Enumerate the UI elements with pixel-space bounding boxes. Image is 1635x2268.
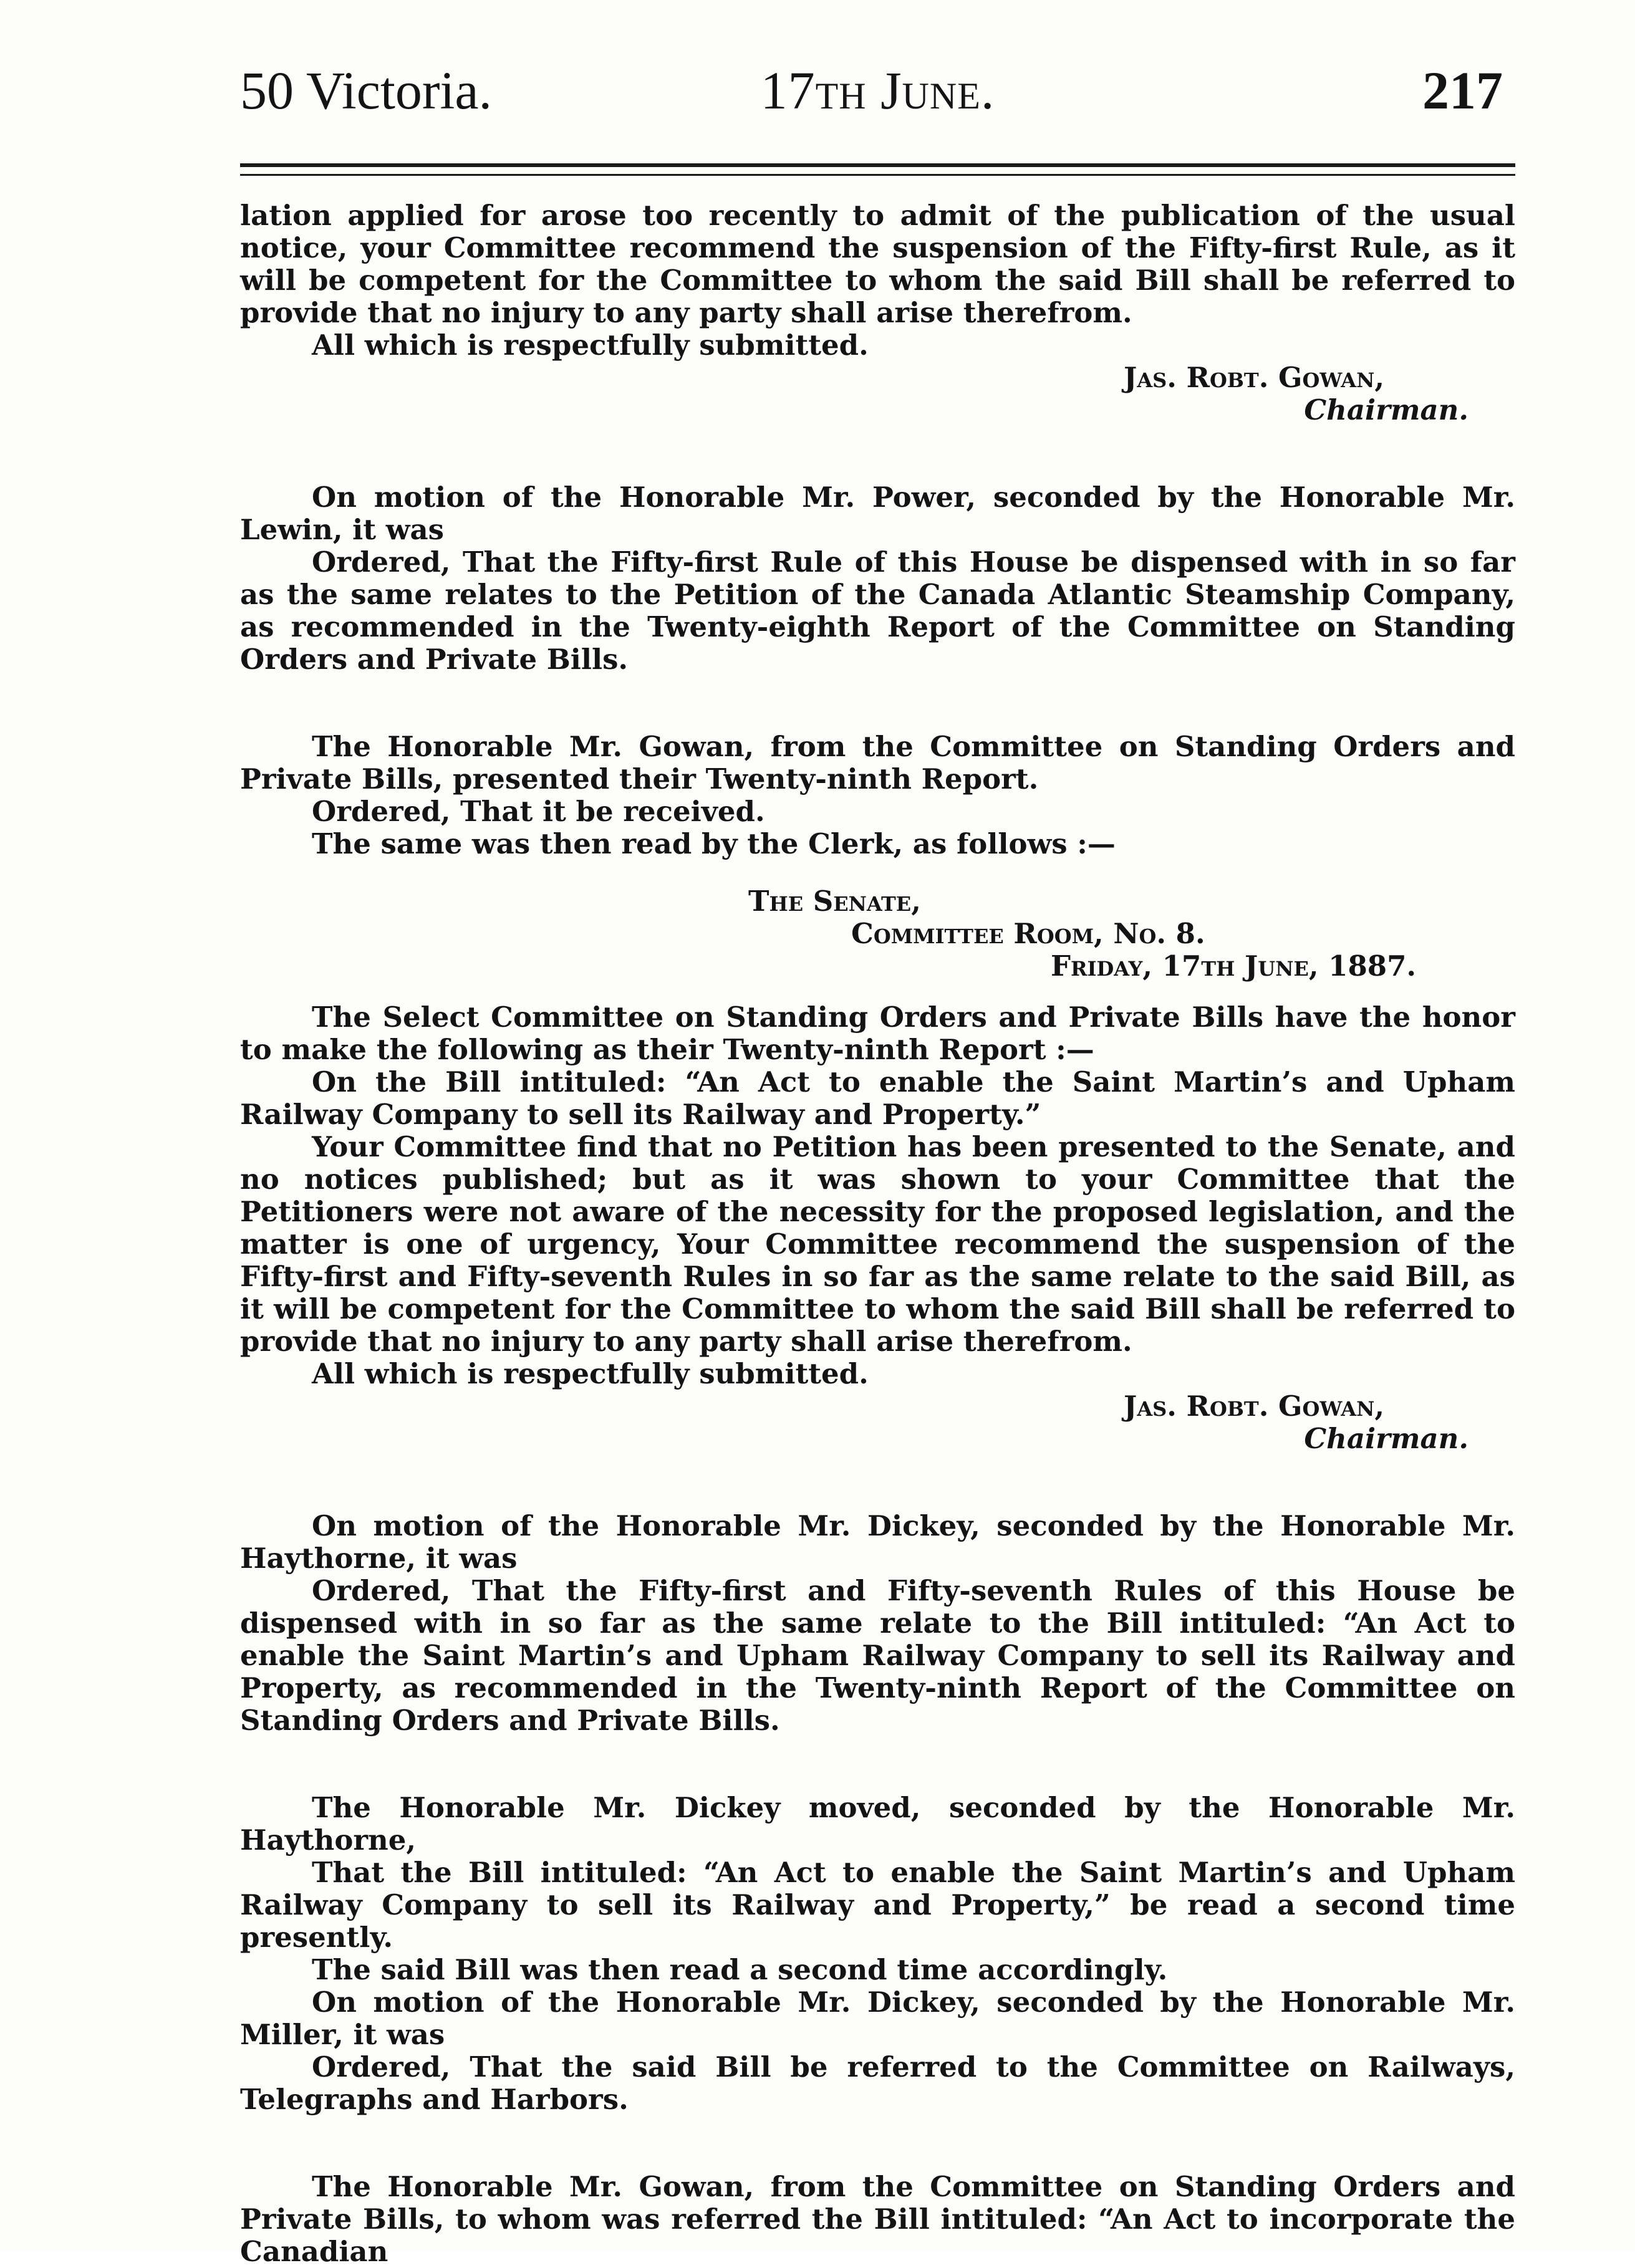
paragraph: Ordered, That the Fifty-first Rule of this House be dispensed with in so far as the same relates to the Petition of the Canada Atlantic Steamship Company, as recommended in the Twenty-eighth Report of the Committee on Standing Orders and Private Bills. <box>240 545 1515 676</box>
header-rule <box>240 163 1515 176</box>
paragraph: On motion of the Honorable Mr. Power, seconded by the Honorable Mr. Lewin, it was <box>240 481 1515 546</box>
page-body <box>240 199 1515 2268</box>
header-date: 17th June. <box>760 60 995 120</box>
signature-title: Chairman. <box>1304 393 1469 426</box>
paragraph: The Honorable Mr. Gowan, from the Committee on Standing Orders and Private Bills, to whom was referred the Bill intituled: “An Act to incorporate the Canadian <box>240 2170 1515 2268</box>
paragraph: On motion of the Honorable Mr. Dickey, seconded by the Honorable Mr. Miller, it was <box>240 1986 1515 2051</box>
report-heading-date: Friday, 17th June, 1887. <box>1051 949 1417 983</box>
paragraph: All which is respectfully submitted. <box>312 1357 869 1390</box>
page-header <box>240 59 1515 128</box>
paragraph: On the Bill intituled: “An Act to enable the Saint Martin’s and Upham Railway Company to sell its Railway and Property.” <box>240 1065 1515 1131</box>
page-number: 217 <box>1422 60 1503 120</box>
paragraph: That the Bill intituled: “An Act to enable the Saint Martin’s and Upham Railway Company to sell its Railway and Property,” be read a second time presently. <box>240 1856 1515 1954</box>
paragraph: Ordered, That the said Bill be referred to the Committee on Railways, Telegraphs and Harbors. <box>240 2050 1515 2116</box>
header-session: 50 Victoria. <box>240 60 493 120</box>
signature-name: Jas. Robt. Gowan, <box>1124 1390 1384 1423</box>
paragraph: Ordered, That the Fifty-first and Fifty-seventh Rules of this House be dispensed with in so far as the same relate to the Bill intituled: “An Act to enable the Saint Martin’s and Upham Railway Company to sell its Railway and Property, as recommended in the Twenty-ninth Report of the Committee on Standing Orders and Private Bills. <box>240 1574 1515 1737</box>
paragraph: The Honorable Mr. Gowan, from the Committee on Standing Orders and Private Bills, presented their Twenty-ninth Report. <box>240 730 1515 795</box>
paragraph: All which is respectfully submitted. <box>312 329 869 362</box>
paragraph: On motion of the Honorable Mr. Dickey, seconded by the Honorable Mr. Haythorne, it was <box>240 1509 1515 1575</box>
report-heading-senate: The Senate, <box>748 885 921 918</box>
report-heading-room: Committee Room, No. 8. <box>851 917 1205 950</box>
paragraph: Your Committee find that no Petition has been presented to the Senate, and no notices published; but as it was shown to your Committee that the Petitioners were not aware of the necessity for the proposed legislation, and the matter is one of urgency, Your Committee recommend the suspension of the Fifty-first and Fifty-seventh Rules in so far as the same relate to the said Bill, as it will be competent for the Committee to whom the said Bill shall be referred to provide that no injury to any party shall arise therefrom. <box>240 1130 1515 1358</box>
paragraph: The said Bill was then read a second time accordingly. <box>312 1953 1168 1986</box>
paragraph: Ordered, That it be received. <box>312 795 765 828</box>
paragraph: lation applied for arose too recently to admit of the publication of the usual notice, your Committee recommend the suspension of the Fifty-first Rule, as it will be competent for the Committee to whom the said Bill shall be referred to provide that no injury to any party shall arise therefrom. <box>240 199 1515 329</box>
paragraph: The same was then read by the Clerk, as follows :— <box>312 827 1116 860</box>
paragraph: The Honorable Mr. Dickey moved, seconded by the Honorable Mr. Haythorne, <box>240 1791 1515 1857</box>
paragraph: The Select Committee on Standing Orders and Private Bills have the honor to make the following as their Twenty-ninth Report :— <box>240 1001 1515 1066</box>
signature-title: Chairman. <box>1304 1422 1469 1455</box>
signature-name: Jas. Robt. Gowan, <box>1124 361 1384 394</box>
